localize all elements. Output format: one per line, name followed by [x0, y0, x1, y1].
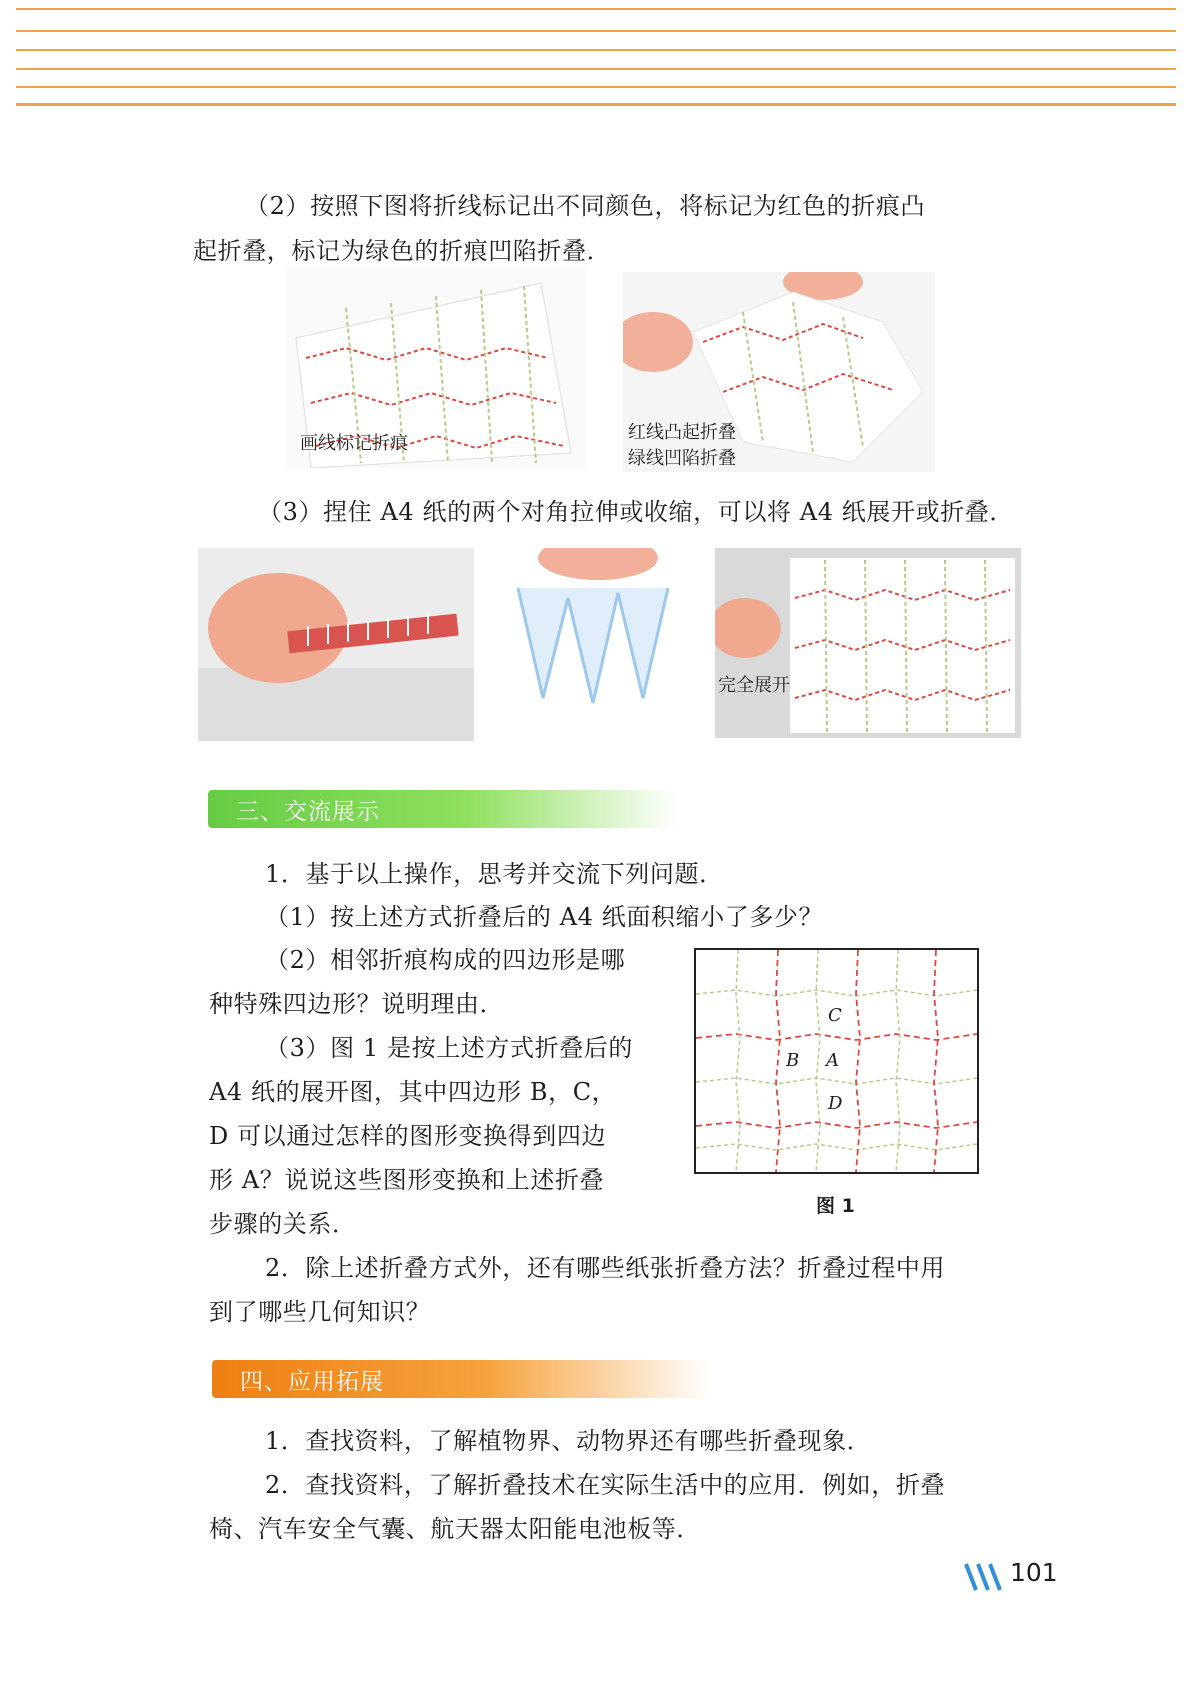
hand-holding-folded-paper — [198, 548, 474, 741]
s3-question1-3-line2: A4 纸的展开图，其中四边形 B，C， — [209, 1078, 617, 1106]
figure1-caption: 图 1 — [816, 1195, 855, 1217]
s3-question1-3-line5: 步骤的关系． — [209, 1210, 357, 1238]
caption-fold-green: 绿线凹陷折叠 — [628, 448, 736, 469]
photo-zigzag-fold — [508, 548, 688, 708]
caption-fully-unfolded: 完全展开 — [718, 675, 790, 696]
figure1-label-c: C — [828, 1005, 842, 1026]
page-number-slash-mark — [962, 1562, 1006, 1592]
header-rule-lines — [16, 0, 1176, 110]
figure1-label-a: A — [826, 1050, 839, 1071]
section3-banner — [208, 790, 678, 828]
s3-question1: 1．基于以上操作，思考并交流下列问题． — [265, 860, 724, 888]
section4-banner — [212, 1360, 710, 1398]
s4-item2-line1: 2．查找资料，了解折叠技术在实际生活中的应用．例如，折叠 — [265, 1471, 946, 1499]
caption-fold-red: 红线凸起折叠 — [628, 422, 736, 443]
step2-line1: （2）按照下图将折线标记出不同颜色，将标记为红色的折痕凸 — [245, 192, 926, 220]
page-number: 101 — [1010, 1558, 1058, 1587]
step2-line2: 起折叠，标记为绿色的折痕凹陷折叠． — [193, 237, 612, 265]
photo-hand-pinching — [198, 548, 474, 741]
unfolded-paper-grid — [715, 548, 1021, 738]
figure1-diagram — [694, 948, 979, 1174]
s4-item1: 1．查找资料，了解植物界、动物界还有哪些折叠现象． — [265, 1427, 872, 1455]
step3-text: （3）捏住 A4 纸的两个对角拉伸或收缩，可以将 A4 纸展开或折叠． — [258, 498, 1014, 526]
figure1-label-b: B — [786, 1050, 800, 1071]
s3-question1-3-line3: D 可以通过怎样的图形变换得到四边 — [209, 1122, 607, 1150]
s3-question1-3-line1: （3）图 1 是按上述方式折叠后的 — [265, 1034, 633, 1062]
s3-question2-line2: 到了哪些几何知识？ — [209, 1298, 431, 1326]
figure1-label-d: D — [828, 1093, 843, 1114]
s3-question1-2-line2: 种特殊四边形？说明理由． — [209, 990, 505, 1018]
s3-question2-line1: 2．除上述折叠方式外，还有哪些纸张折叠方法？折叠过程中用 — [265, 1254, 946, 1282]
section3-title: 三、交流展示 — [236, 799, 380, 825]
s4-item2-line2: 椅、汽车安全气囊、航天器太阳能电池板等． — [209, 1515, 701, 1543]
zigzag-folded-paper — [508, 548, 688, 708]
s3-question1-1: （1）按上述方式折叠后的 A4 纸面积缩小了多少？ — [265, 903, 824, 931]
photo-fully-unfolded — [715, 548, 1021, 738]
s3-question1-2-line1: （2）相邻折痕构成的四边形是哪 — [265, 946, 626, 974]
section4-title: 四、应用拓展 — [240, 1369, 384, 1395]
s3-question1-3-line4: 形 A？说说这些图形变换和上述折叠 — [209, 1166, 605, 1194]
caption-marking-creases: 画线标记折痕 — [300, 433, 408, 454]
